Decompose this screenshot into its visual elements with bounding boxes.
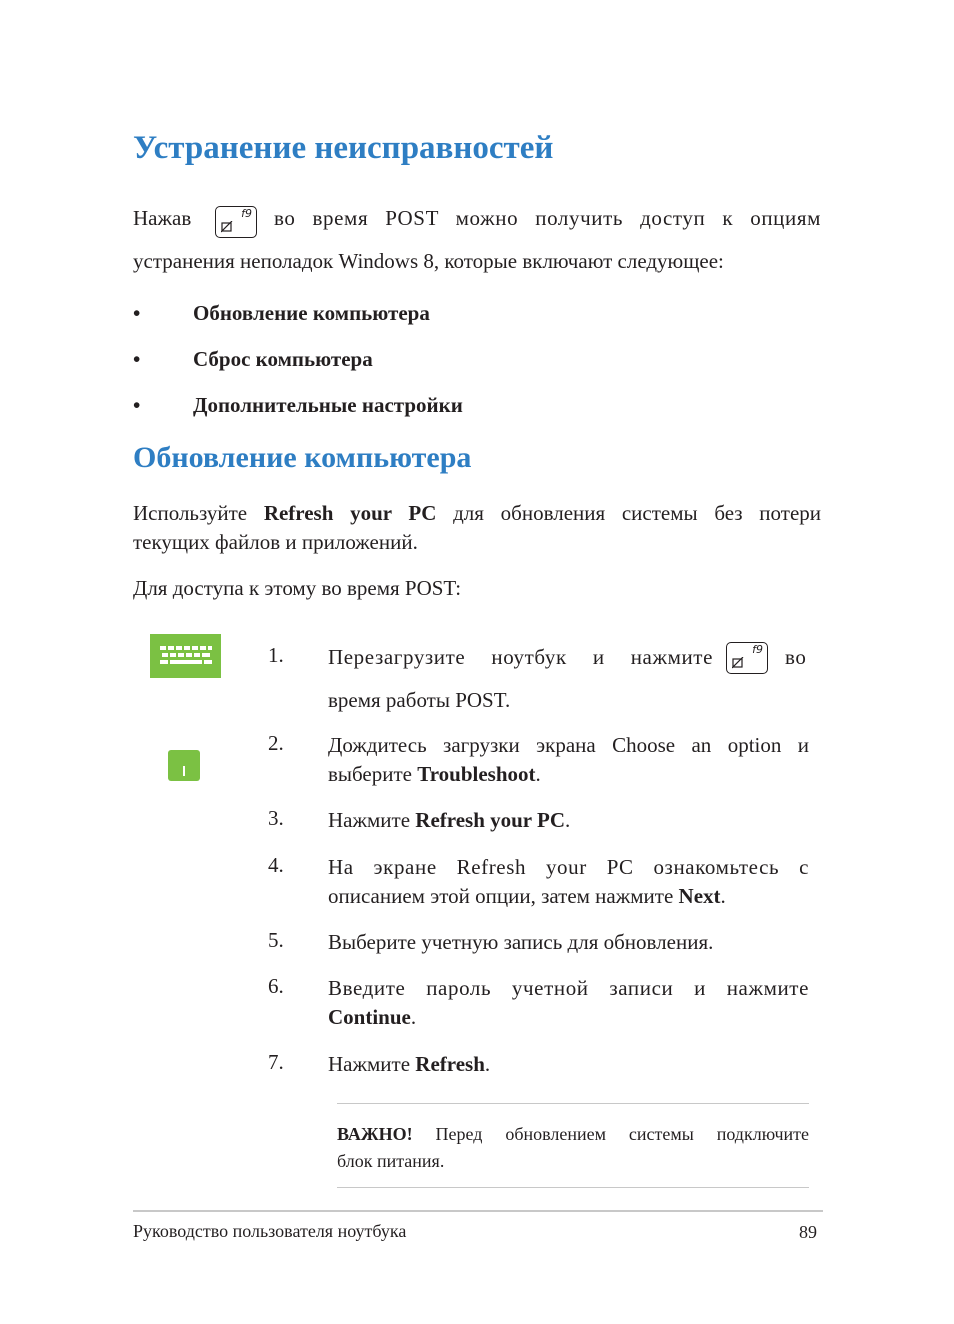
step-7-pre: Нажмите bbox=[328, 1052, 411, 1076]
bullet-1: • bbox=[133, 301, 141, 325]
step-1-line1: Перезагрузите ноутбук и нажмите bbox=[328, 645, 713, 669]
touchpad-icon bbox=[168, 750, 200, 781]
option-refresh: Обновление компьютера bbox=[193, 301, 430, 325]
step-2-bold: Troubleshoot bbox=[417, 762, 536, 786]
bullet-2: • bbox=[133, 347, 141, 371]
step-4-line1: На экране Refresh your PC ознакомьтесь с bbox=[328, 855, 809, 879]
footer-title: Руководство пользователя ноутбука bbox=[133, 1221, 407, 1241]
option-advanced: Дополнительные настройки bbox=[193, 393, 463, 417]
intro-before-key: Нажав bbox=[133, 206, 192, 230]
step-2-line1: Дождитесь загрузки экрана Choose an option и bbox=[328, 733, 809, 757]
note-top-rule bbox=[337, 1103, 809, 1104]
step-4-post: . bbox=[720, 884, 726, 908]
step-7-number: 7. bbox=[268, 1050, 284, 1074]
step-6-post: . bbox=[410, 1005, 417, 1029]
page-number: 89 bbox=[799, 1222, 817, 1242]
step-4-bold: Next bbox=[678, 884, 721, 908]
touchpad-off-icon bbox=[732, 657, 744, 669]
step-2-number: 2. bbox=[268, 731, 284, 755]
important-text: Перед обновлением системы подключите bbox=[435, 1124, 809, 1144]
intro-after-key: во время POST можно получить доступ к опциям bbox=[274, 206, 821, 230]
step-3-post: . bbox=[565, 808, 571, 832]
bullet-3: • bbox=[133, 393, 141, 417]
important-line2: блок питания. bbox=[337, 1151, 445, 1171]
f9-key-icon bbox=[215, 206, 257, 238]
para1-post: для обновления системы без потери bbox=[453, 501, 821, 525]
important-line1 bbox=[337, 1121, 809, 1147]
step-4-pre: описанием этой опции, затем нажмите bbox=[328, 884, 674, 908]
step-3-number: 3. bbox=[268, 806, 284, 830]
step-5-text: Выберите учетную запись для обновления. bbox=[328, 930, 714, 954]
f9-key-label: f9 bbox=[752, 643, 763, 656]
para2: Для доступа к этому во время POST: bbox=[133, 576, 462, 600]
important-label: ВАЖНО! bbox=[337, 1124, 413, 1144]
step-1-number: 1. bbox=[268, 643, 284, 667]
step-2-line2 bbox=[328, 760, 541, 789]
step-5-number: 5. bbox=[268, 928, 284, 952]
keyboard-icon bbox=[150, 634, 221, 678]
step-1-after-key: во bbox=[785, 645, 807, 669]
step-3-text bbox=[328, 806, 570, 835]
section-title: Обновление компьютера bbox=[133, 441, 472, 474]
footer-rule bbox=[133, 1210, 823, 1212]
f9-key-label: f9 bbox=[241, 207, 252, 220]
step-4-line2 bbox=[328, 882, 726, 911]
step-7-text bbox=[328, 1050, 490, 1079]
para1-bold: Refresh your PC bbox=[263, 501, 437, 525]
step-6-number: 6. bbox=[268, 974, 284, 998]
para1-line1 bbox=[133, 499, 821, 528]
note-bottom-rule bbox=[337, 1187, 809, 1188]
touchpad-off-icon bbox=[221, 221, 233, 233]
step-2-pre: выберите bbox=[328, 762, 412, 786]
step-3-pre: Нажмите bbox=[328, 808, 411, 832]
step-3-bold: Refresh your PC bbox=[415, 808, 565, 832]
step-2-post: . bbox=[535, 762, 541, 786]
step-7-post: . bbox=[484, 1052, 491, 1076]
step-6-line1: Введите пароль учетной записи и нажмите bbox=[328, 976, 809, 1000]
f9-key-icon bbox=[726, 642, 768, 674]
step-6-bold: Continue bbox=[328, 1005, 411, 1029]
step-6-line2 bbox=[328, 1003, 416, 1032]
intro-line2: устранения неполадок Windows 8, которые включают следующее: bbox=[133, 249, 724, 273]
page-title: Устранение неисправностей bbox=[133, 130, 554, 166]
step-4-number: 4. bbox=[268, 853, 284, 877]
step-1-line2: время работы POST. bbox=[328, 688, 511, 712]
step-7-bold: Refresh bbox=[415, 1052, 485, 1076]
para1-pre: Используйте bbox=[133, 501, 248, 525]
para1-line2: текущих файлов и приложений. bbox=[133, 530, 418, 554]
option-reset: Сброс компьютера bbox=[193, 347, 373, 371]
